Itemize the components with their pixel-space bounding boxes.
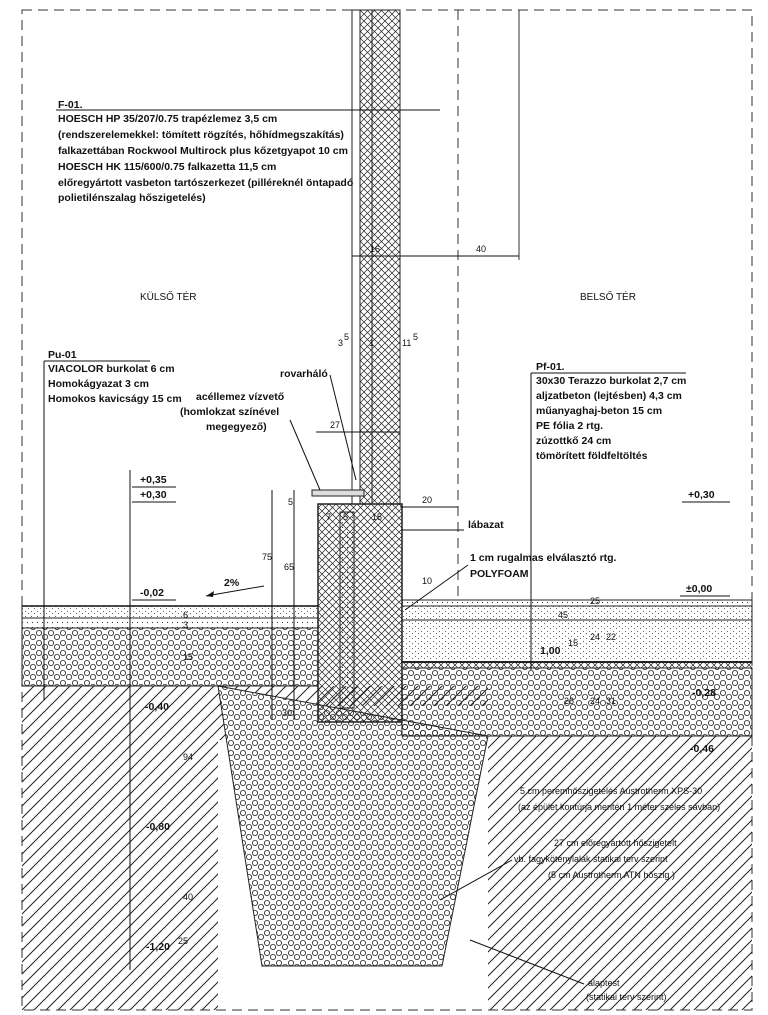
svg-text:(az épület kontúrja mentén 1 m: (az épület kontúrja mentén 1 méter széles sávban) xyxy=(518,802,721,812)
zone-exterior: KÜLSŐ TÉR xyxy=(140,292,197,303)
svg-text:26: 26 xyxy=(564,696,575,706)
svg-text:zúzottkő 24 cm: zúzottkő 24 cm xyxy=(536,435,612,447)
wall-cladding xyxy=(360,10,400,504)
zone-interior: BELSŐ TÉR xyxy=(580,292,636,303)
svg-text:tömörített földfeltöltés: tömörített földfeltöltés xyxy=(536,450,648,462)
svg-text:+0,30: +0,30 xyxy=(140,489,167,501)
svg-text:előregyártott vasbeton tartósz: előregyártott vasbeton tartószerkezet (pilléreknél öntapadó xyxy=(58,177,354,189)
svg-text:40: 40 xyxy=(476,244,487,254)
svg-text:+0,30: +0,30 xyxy=(688,489,715,501)
svg-text:VIACOLOR burkolat 6 cm: VIACOLOR burkolat 6 cm xyxy=(48,363,175,375)
svg-text:40: 40 xyxy=(183,892,194,902)
svg-text:27: 27 xyxy=(330,420,341,430)
svg-text:Pf-01.: Pf-01. xyxy=(536,361,565,373)
svg-text:alaptest: alaptest xyxy=(588,978,620,988)
svg-text:2%: 2% xyxy=(224,577,240,589)
svg-text:16: 16 xyxy=(370,244,381,254)
svg-text:25: 25 xyxy=(590,596,601,606)
svg-text:falkazettában Rockwool Multiro: falkazettában Rockwool Multirock plus kőzetgyapot 10 cm xyxy=(58,145,348,157)
svg-text:Pu-01: Pu-01 xyxy=(48,349,77,361)
xps-edge xyxy=(402,662,752,668)
svg-text:(homlokzat színével: (homlokzat színével xyxy=(180,406,280,418)
svg-text:-1,20: -1,20 xyxy=(146,941,170,953)
svg-text:15: 15 xyxy=(183,652,194,662)
svg-text:(rendszerelemekkel: tömített r: (rendszerelemekkel: tömített rögzítés, hőhídmegszakítás) xyxy=(58,129,344,141)
svg-text:Homokágyazat 3 cm: Homokágyazat 3 cm xyxy=(48,378,149,390)
svg-text:megegyező): megegyező) xyxy=(206,421,267,433)
svg-text:5 cm peremhőszigetelés Austrot: 5 cm peremhőszigetelés Austrotherm XPS-30 xyxy=(520,786,703,796)
svg-text:5: 5 xyxy=(344,332,350,342)
svg-text:11: 11 xyxy=(402,338,412,348)
svg-text:HOESCH HK 115/600/0.75 falkaze: HOESCH HK 115/600/0.75 falkazetta 11,5 cm xyxy=(58,161,277,173)
svg-text:HOESCH HP 35/207/0.75 trapézle: HOESCH HP 35/207/0.75 trapézlemez 3,5 cm xyxy=(58,113,278,125)
svg-text:Homokos kavicságy 15 cm: Homokos kavicságy 15 cm xyxy=(48,393,182,405)
svg-text:aljzatbeton (lejtésben) 4,3 cm: aljzatbeton (lejtésben) 4,3 cm xyxy=(536,390,682,402)
svg-text:-0,02: -0,02 xyxy=(140,587,164,599)
svg-text:10: 10 xyxy=(422,576,433,586)
svg-text:5: 5 xyxy=(288,497,294,507)
svg-text:30: 30 xyxy=(282,708,293,718)
svg-text:75: 75 xyxy=(262,552,273,562)
int-gravel xyxy=(402,668,752,736)
svg-text:31: 31 xyxy=(606,696,617,706)
svg-text:5: 5 xyxy=(343,512,349,522)
svg-text:1 cm rugalmas elválasztó rtg.: 1 cm rugalmas elválasztó rtg. xyxy=(470,552,617,564)
soil-left xyxy=(22,686,218,1010)
svg-text:30x30 Terazzo burkolat 2,7 cm: 30x30 Terazzo burkolat 2,7 cm xyxy=(536,375,687,387)
svg-text:(5 cm Austrotherm ATN hőszig.): (5 cm Austrotherm ATN hőszig.) xyxy=(548,870,675,880)
svg-text:7: 7 xyxy=(326,512,332,522)
svg-text:22: 22 xyxy=(606,632,617,642)
svg-text:3: 3 xyxy=(338,338,344,348)
svg-text:5: 5 xyxy=(413,332,419,342)
svg-text:94: 94 xyxy=(183,752,194,762)
slope-arrow xyxy=(206,577,264,597)
int-screed xyxy=(402,606,752,620)
svg-text:vb. fagyköténylalak statikai t: vb. fagyköténylalak statikai terv szerint xyxy=(514,854,668,864)
svg-text:27 cm előregyártott hőszigetel: 27 cm előregyártott hőszigetelt xyxy=(554,838,677,848)
svg-text:1,00: 1,00 xyxy=(540,645,561,657)
svg-text:POLYFOAM: POLYFOAM xyxy=(470,568,529,580)
svg-text:24: 24 xyxy=(590,632,601,642)
svg-text:±0,00: ±0,00 xyxy=(686,583,713,595)
svg-text:25: 25 xyxy=(178,936,189,946)
svg-text:6: 6 xyxy=(183,610,189,620)
svg-text:műanyaghaj-beton 15 cm: műanyaghaj-beton 15 cm xyxy=(536,405,663,417)
svg-text:-0,28: -0,28 xyxy=(692,687,716,699)
svg-text:rovarháló: rovarháló xyxy=(280,368,328,380)
svg-text:(statikai terv szerint): (statikai terv szerint) xyxy=(586,992,667,1002)
svg-text:1: 1 xyxy=(369,338,375,348)
ext-gravelbed xyxy=(22,628,318,686)
svg-text:PE fólia 2 rtg.: PE fólia 2 rtg. xyxy=(536,420,604,432)
svg-text:45: 45 xyxy=(558,610,569,620)
svg-text:3: 3 xyxy=(183,620,189,630)
svg-text:65: 65 xyxy=(284,562,295,572)
svg-text:20: 20 xyxy=(422,495,433,505)
ext-sandbed xyxy=(22,618,318,628)
svg-text:acéllemez vízvető: acéllemez vízvető xyxy=(196,391,285,403)
svg-text:-0,40: -0,40 xyxy=(145,701,169,713)
frost-wall xyxy=(318,504,402,722)
svg-text:+0,35: +0,35 xyxy=(140,474,167,486)
svg-text:F-01.: F-01. xyxy=(58,99,83,111)
svg-text:lábazat: lábazat xyxy=(468,519,504,531)
svg-text:polietilénszalag hőszigetelés): polietilénszalag hőszigetelés) xyxy=(58,192,206,204)
svg-text:-0,46: -0,46 xyxy=(690,743,714,755)
svg-text:15: 15 xyxy=(568,638,579,648)
svg-text:15: 15 xyxy=(372,512,383,522)
int-terrazzo xyxy=(402,600,752,606)
svg-text:-0,80: -0,80 xyxy=(146,821,170,833)
svg-text:24: 24 xyxy=(590,696,601,706)
ext-paving xyxy=(22,606,318,618)
